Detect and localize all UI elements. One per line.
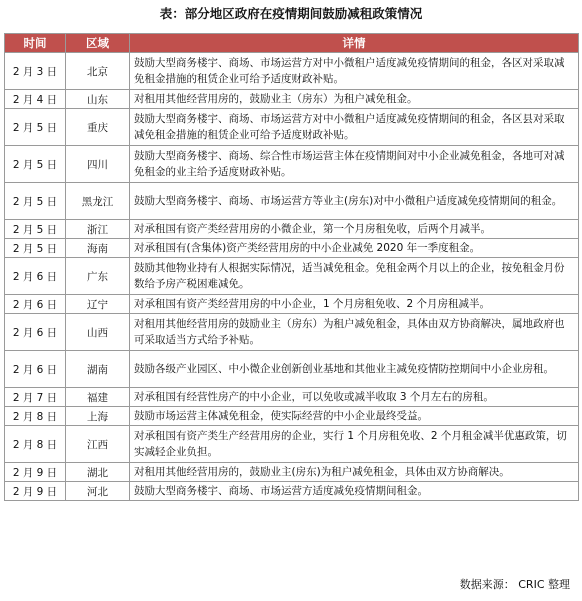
date-cell: 2 月 5 日 [5,239,66,258]
region-cell: 湖北 [66,463,130,482]
date-cell: 2 月 5 日 [5,183,66,220]
detail-cell: 鼓励大型商务楼宇、商场、综合性市场运营主体在疫情期间对中小企业减免租金，各地可对减免租金的业主给予适度财政补贴。 [130,146,579,183]
region-cell: 四川 [66,146,130,183]
region-cell: 黑龙江 [66,183,130,220]
detail-cell: 鼓励各级产业园区、中小微企业创新创业基地和其他业主减免疫情防控期间中小企业房租。 [130,351,579,388]
detail-cell: 对承租国有经营性房产的中小企业，可以免收或减半收取 3 个月左右的房租。 [130,388,579,407]
header-date: 时间 [5,34,66,53]
date-cell: 2 月 5 日 [5,220,66,239]
header-detail: 详情 [130,34,579,53]
table-row [5,90,579,109]
detail-cell: 鼓励其他物业持有人根据实际情况，适当减免租金。免租金两个月以上的企业，按免租金月份数给予房产税困难减免。 [130,258,579,295]
detail-cell: 对租用其他经营用房的，鼓励业主（房东）为租户减免租金。 [130,90,579,109]
detail-cell: 对承租国有资产类经营用房的小微企业，第一个月房租免收，后两个月减半。 [130,220,579,239]
detail-cell: 对承租国有资产类生产经营用房的企业，实行 1 个月房租免收、2 个月租金减半优惠政策，切实减轻企业负担。 [130,426,579,463]
table-row [5,314,579,351]
region-cell: 海南 [66,239,130,258]
detail-cell: 鼓励大型商务楼宇、商场、市场运营方等业主(房东)对中小微租户适度减免疫情期间的租金。 [130,183,579,220]
table-row [5,463,579,482]
policy-table [4,33,579,501]
table-row [5,351,579,388]
region-cell: 上海 [66,407,130,426]
date-cell: 2 月 6 日 [5,351,66,388]
detail-cell: 鼓励大型商务楼宇、商场、市场运营方适度减免疫情期间租金。 [130,482,579,501]
table-row [5,295,579,314]
detail-cell: 对租用其他经营用房的，鼓励业主(房东)为租户减免租金，具体由双方协商解决。 [130,463,579,482]
date-cell: 2 月 3 日 [5,53,66,90]
detail-cell: 鼓励市场运营主体减免租金，使实际经营的中小企业最终受益。 [130,407,579,426]
table-row [5,482,579,501]
date-cell: 2 月 8 日 [5,407,66,426]
region-cell: 河北 [66,482,130,501]
region-cell: 重庆 [66,109,130,146]
date-cell: 2 月 9 日 [5,463,66,482]
table-row [5,220,579,239]
region-cell: 江西 [66,426,130,463]
data-source-note: 数据来源： CRIC 整理 [459,578,570,591]
table-row [5,146,579,183]
date-cell: 2 月 4 日 [5,90,66,109]
region-cell: 浙江 [66,220,130,239]
region-cell: 山东 [66,90,130,109]
detail-cell: 对租用其他经营用房的鼓励业主（房东）为租户减免租金，具体由双方协商解决，属地政府也可采取适当方式给予补贴。 [130,314,579,351]
table-row [5,426,579,463]
page-title: 表：部分地区政府在疫情期间鼓励减租政策情况 [159,6,423,21]
date-cell: 2 月 7 日 [5,388,66,407]
detail-cell: 对承租国有资产类经营用房的中小企业，1 个月房租免收、2 个月房租减半。 [130,295,579,314]
detail-cell: 鼓励大型商务楼宇、商场、市场运营方对中小微租户适度减免疫情期间的租金，各区对采取减免租金措施的租赁企业可给予适度财政补贴。 [130,53,579,90]
region-cell: 辽宁 [66,295,130,314]
date-cell: 2 月 9 日 [5,482,66,501]
date-cell: 2 月 5 日 [5,109,66,146]
table-header-row [5,34,579,53]
region-cell: 广东 [66,258,130,295]
detail-cell: 鼓励大型商务楼宇、商场、市场运营方对中小微租户适度减免疫情期间的租金，各区县对采取减免租金措施的租赁企业可给予适度财政补贴。 [130,109,579,146]
region-cell: 湖南 [66,351,130,388]
table-row [5,258,579,295]
table-row [5,407,579,426]
date-cell: 2 月 8 日 [5,426,66,463]
region-cell: 北京 [66,53,130,90]
date-cell: 2 月 6 日 [5,295,66,314]
table-row [5,388,579,407]
table-row [5,239,579,258]
date-cell: 2 月 6 日 [5,258,66,295]
date-cell: 2 月 5 日 [5,146,66,183]
region-cell: 福建 [66,388,130,407]
date-cell: 2 月 6 日 [5,314,66,351]
table-row [5,109,579,146]
detail-cell: 对承租国有(含集体)资产类经营用房的中小企业减免 2020 年一季度租金。 [130,239,579,258]
table-row [5,53,579,90]
header-region: 区域 [66,34,130,53]
region-cell: 山西 [66,314,130,351]
table-row [5,183,579,220]
